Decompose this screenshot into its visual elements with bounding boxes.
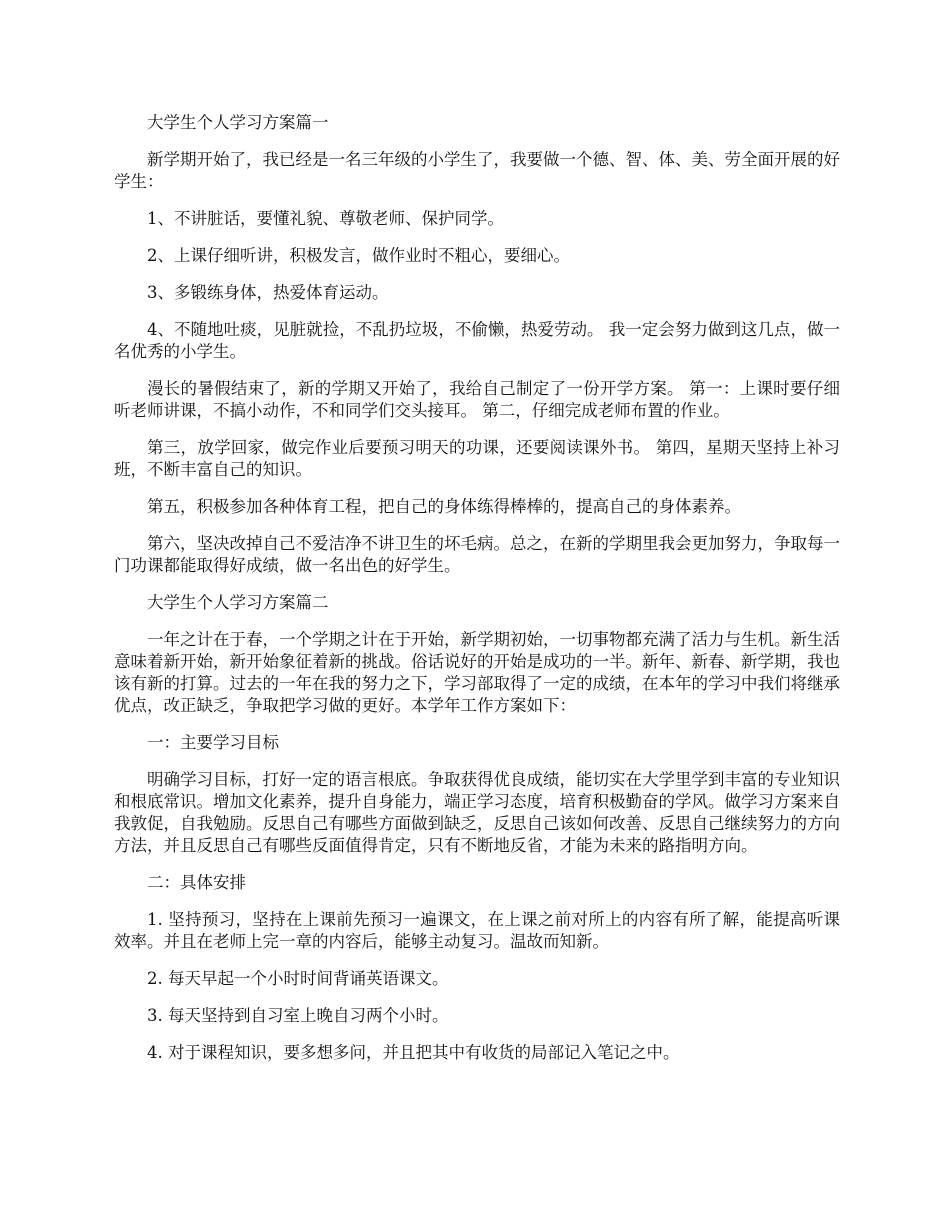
- list-item: 4. 对于课程知识，要多想多问，并且把其中有收货的局部记入笔记之中。: [147, 1043, 680, 1062]
- list-item: 1、不讲脏话，要懂礼貌、尊敬老师、保护同学。: [147, 209, 504, 228]
- paragraph: 明确学习目标，打好一定的语言根底。争取获得优良成绩，能切实在大学里学到丰富的专业知识和根底常识。增加文化素养，提升自身能力，端正学习态度，培育积极勤奋的学风。做学习方案来自我敦促，自我勉励。反思自己有哪些方面做到缺乏，反思自己该如何改善、反思自己继续努力的方向方法，并且反思自己有哪些反面值得肯定，只有不断地反省，才能为未来的路指明方向。: [114, 770, 840, 855]
- list-item: 3. 每天坚持到自习室上晚自习两个小时。: [147, 1006, 449, 1025]
- subheading-goals: 一：主要学习目标: [147, 733, 279, 752]
- list-item: 2. 每天早起一个小时时间背诵英语课文。: [147, 969, 449, 988]
- section-heading-1: 大学生个人学习方案篇一: [147, 113, 329, 132]
- section-heading-2: 大学生个人学习方案篇二: [147, 593, 329, 612]
- paragraph: 第三，放学回家，做完作业后要预习明天的功课，还要阅读课外书。 第四，星期天坚持上补习班，不断丰富自己的知识。: [114, 438, 840, 479]
- list-item: 2、上课仔细听讲，积极发言，做作业时不粗心，要细心。: [147, 246, 570, 265]
- paragraph: 第六，坚决改掉自己不爱洁净不讲卫生的坏毛病。总之，在新的学期里我会更加努力，争取每一门功课都能取得好成绩，做一名出色的好学生。: [114, 534, 840, 575]
- list-item: 4、不随地吐痰，见脏就捡，不乱扔垃圾，不偷懒，热爱劳动。 我一定会努力做到这几点，做一名优秀的小学生。: [114, 320, 840, 361]
- paragraph: 新学期开始了，我已经是一名三年级的小学生了，我要做一个德、智、体、美、劳全面开展的好学生：: [114, 150, 840, 191]
- subheading-arrangement: 二：具体安排: [147, 873, 246, 892]
- paragraph: 第五，积极参加各种体育工程，把自己的身体练得棒棒的，提高自己的身体素养。: [147, 497, 741, 516]
- document-body: [114, 112, 840, 1079]
- paragraph: 漫长的暑假结束了，新的学期又开始了，我给自己制定了一份开学方案。 第一：上课时要仔细听老师讲课，不搞小动作，不和同学们交头接耳。 第二，仔细完成老师布置的作业。: [114, 379, 840, 420]
- paragraph: 一年之计在于春，一个学期之计在于开始，新学期初始，一切事物都充满了活力与生机。新生活意味着新开始，新开始象征着新的挑战。俗话说好的开始是成功的一半。新年、新春、新学期，我也该有新的打算。过去的一年在我的努力之下，学习部取得了一定的成绩，在本年的学习中我们将继承优点，改正缺乏，争取把学习做的更好。本学年工作方案如下：: [114, 630, 840, 715]
- list-item: 1. 坚持预习，坚持在上课前先预习一遍课文，在上课之前对所上的内容有所了解，能提高听课效率。并且在老师上完一章的内容后，能够主动复习。温故而知新。: [114, 910, 840, 951]
- list-item: 3、多锻练身体，热爱体育运动。: [147, 283, 389, 302]
